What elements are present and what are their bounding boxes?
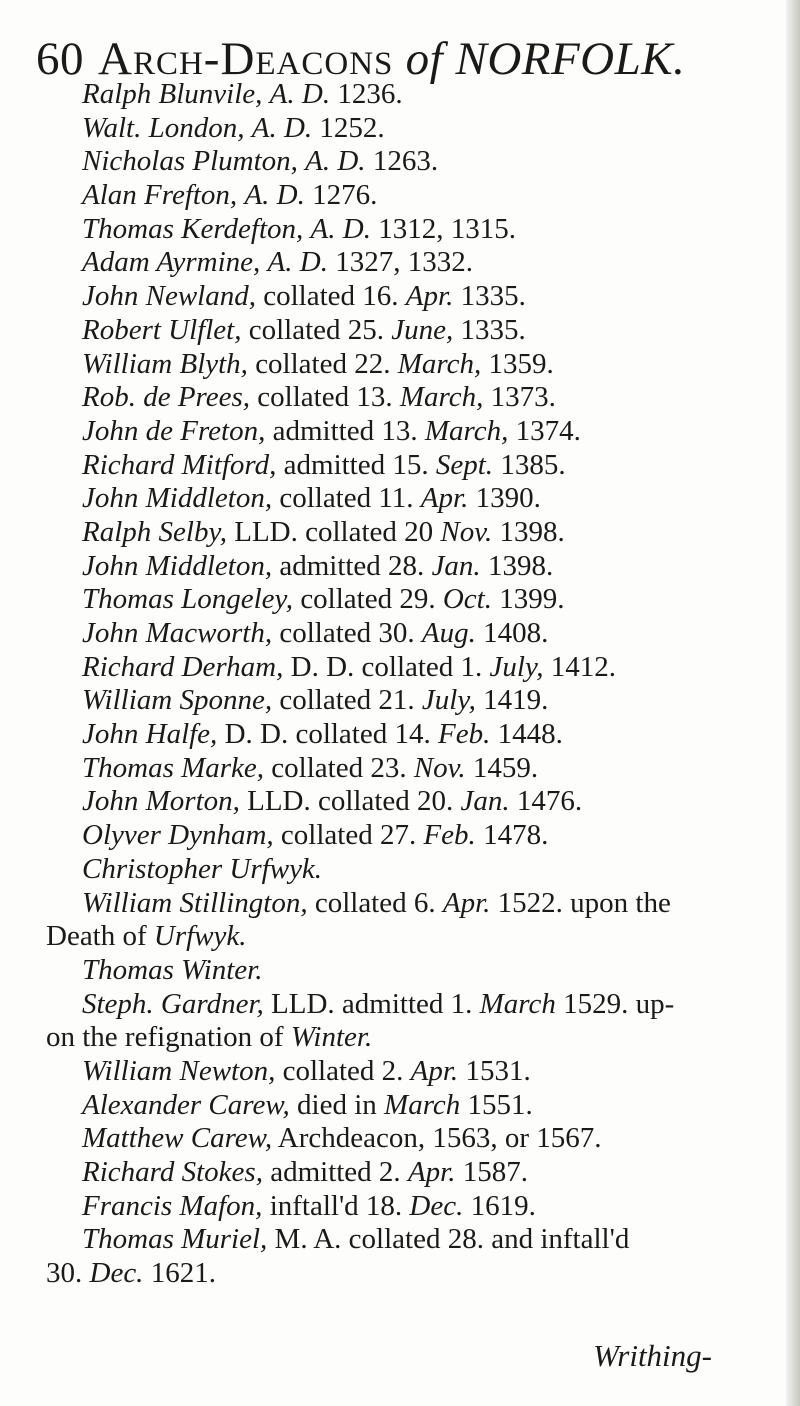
entry-text: collated 27.	[273, 819, 424, 852]
entry-line	[46, 583, 782, 617]
entry-line	[46, 1156, 782, 1190]
entry-name: John Halfe,	[82, 718, 218, 751]
entry-line	[46, 988, 782, 1022]
entry-rest: 1412.	[543, 650, 616, 683]
entry-line	[46, 1089, 782, 1123]
entry-text: collated 2.	[275, 1054, 411, 1087]
entry-line	[46, 145, 782, 179]
entry-text: collated 22.	[247, 347, 398, 380]
entry-text: D. D. collated 14.	[217, 718, 438, 751]
entry-name: William Stillington,	[82, 886, 308, 919]
entry-line	[46, 112, 782, 146]
entry-rest: 1398.	[480, 549, 554, 582]
entry-name: Richard Stokes,	[82, 1156, 263, 1188]
entry-rest: 1276.	[304, 179, 378, 212]
entry-text: died in	[289, 1088, 385, 1121]
entry-title: A. D.	[269, 78, 331, 110]
entry-rest: 1327, 1332.	[327, 246, 473, 279]
entry-date-word: Apr.	[405, 280, 454, 313]
entry-line	[46, 819, 782, 853]
entry-line	[46, 314, 782, 348]
entry-line	[46, 785, 782, 819]
entry-text: LLD. collated 20.	[239, 785, 461, 818]
entry-name: Thomas Longeley,	[82, 583, 294, 616]
entry-text: inftall'd 18.	[262, 1189, 410, 1222]
entry-line	[46, 482, 782, 516]
entry-rest: 1335.	[453, 313, 526, 346]
entry-line	[46, 381, 782, 415]
entry-name: John Macworth,	[82, 617, 273, 649]
entry-text: admitted 2.	[262, 1156, 408, 1188]
catchword: Writhing-	[593, 1338, 712, 1373]
entry-rest: 1476.	[509, 785, 583, 818]
entry-name: Nicholas Plumton,	[82, 145, 298, 178]
header-title: Arch-Deacons	[98, 33, 394, 85]
entry-rest: 1478.	[475, 819, 549, 852]
entry-name: Christopher Urfwyk.	[82, 852, 323, 885]
entry-line	[46, 213, 782, 247]
entry-text: admitted 13.	[265, 414, 425, 447]
header-county: NORFOLK.	[455, 33, 686, 85]
entry-rest: 1399.	[491, 583, 565, 616]
entry-continuation-line	[46, 1257, 782, 1291]
entry-date-word: March	[479, 987, 556, 1020]
entry-date-word: Aug.	[421, 617, 476, 649]
entry-rest: 1531.	[458, 1054, 531, 1087]
entry-name: William Newton,	[82, 1054, 276, 1087]
entry-text: collated 6.	[307, 886, 443, 919]
entry-date-word: Dec.	[409, 1189, 464, 1222]
entry-name: Richard Mitford,	[82, 448, 277, 481]
entry-date-word: March	[384, 1088, 461, 1121]
entry-line	[46, 449, 782, 483]
entry-text: admitted 28.	[272, 549, 432, 582]
entry-title: A. D.	[244, 179, 305, 212]
entry-name: Rob. de Prees,	[82, 381, 251, 414]
entry-name: Alexander Carew,	[82, 1088, 290, 1121]
entry-rest: 1459.	[465, 751, 539, 784]
entry-name: Steph. Gardner,	[82, 987, 264, 1020]
entry-text: M. A. collated 28. and inftall'd	[267, 1223, 630, 1256]
entry-line	[46, 78, 782, 112]
page-edge-shadow	[786, 0, 800, 1406]
entry-line	[46, 1122, 782, 1156]
entry-line	[46, 1055, 782, 1089]
entry-name: Ralph Blunvile,	[82, 78, 263, 110]
entry-rest: 1236.	[330, 78, 403, 110]
entry-text: LLD. collated 20	[226, 515, 441, 548]
entry-title: A. D.	[267, 246, 328, 279]
entry-rest: 1408.	[475, 617, 549, 649]
entry-rest: 1529. up-	[555, 987, 675, 1020]
entry-date-word: Sept.	[435, 448, 494, 481]
entry-rest: 1448.	[490, 718, 563, 751]
entry-name: Robert Ulflet,	[82, 313, 242, 346]
entry-text: collated 25.	[241, 313, 392, 346]
entry-continuation-line	[46, 920, 782, 954]
entry-line	[46, 718, 782, 752]
entry-date-word: July,	[489, 650, 544, 683]
entry-rest: 1359.	[481, 347, 554, 380]
entry-rest: 1390.	[468, 482, 541, 515]
entry-line	[46, 246, 782, 280]
entry-name: Thomas Kerdefton,	[82, 212, 304, 245]
entry-name: William Sponne,	[82, 684, 273, 717]
archdeacon-list	[46, 78, 782, 1291]
entry-text: collated 16.	[256, 280, 406, 313]
entry-continuation-line	[46, 1021, 782, 1055]
entry-line	[46, 1190, 782, 1224]
entry-date-word: March,	[424, 414, 509, 447]
entry-line	[46, 887, 782, 921]
entry-rest: 1312, 1315.	[370, 212, 516, 245]
entry-text: collated 13.	[250, 381, 400, 414]
entry-rest: 1263.	[365, 145, 439, 178]
page-number: 60	[36, 33, 84, 85]
entry-rest: 1373.	[483, 381, 556, 414]
entry-date-word: Apr.	[420, 482, 469, 515]
entry-name: Thomas Muriel,	[82, 1223, 268, 1256]
entry-date-word: Nov.	[440, 515, 493, 548]
entry-line	[46, 550, 782, 584]
entry-date-word: Jan.	[431, 549, 481, 582]
entry-date-word: Dec.	[89, 1257, 144, 1290]
header-of: of	[405, 33, 444, 85]
entry-name: John Middleton,	[82, 482, 273, 515]
entry-text: collated 21.	[272, 684, 422, 717]
entry-date-word: Oct.	[442, 583, 492, 616]
entry-name: William Blyth,	[82, 347, 248, 380]
entry-rest: 1551.	[460, 1088, 533, 1121]
entry-line	[46, 651, 782, 685]
entry-date-word: Apr.	[410, 1054, 459, 1087]
entry-name: John Morton,	[82, 785, 240, 818]
entry-rest: 1621.	[143, 1257, 216, 1290]
entry-rest: 1587.	[455, 1156, 528, 1188]
entry-rest: 1385.	[493, 448, 566, 481]
entry-date-word: March,	[397, 347, 482, 380]
entry-text: Archdeacon, 1563, or 1567.	[272, 1122, 602, 1155]
entry-text: admitted 15.	[276, 448, 436, 481]
entry-title: A. D.	[305, 145, 366, 178]
entry-text: 30.	[46, 1257, 90, 1290]
entry-name: Adam Ayrmine,	[82, 246, 261, 279]
entry-date-word: Feb.	[423, 819, 476, 852]
entry-line	[46, 348, 782, 382]
entry-text: collated 23.	[264, 751, 414, 784]
entry-date-word: March,	[399, 381, 484, 414]
entry-date-word: June,	[391, 313, 454, 346]
entry-rest: 1619.	[463, 1189, 536, 1222]
entry-line	[46, 617, 782, 651]
entry-rest: 1252.	[312, 111, 385, 144]
entry-name: Matthew Carew,	[82, 1122, 273, 1155]
entry-name: Richard Derham,	[82, 650, 284, 683]
entry-line	[46, 853, 782, 887]
entry-name: John de Freton,	[82, 414, 266, 447]
entry-name: John Newland,	[82, 280, 256, 313]
entry-rest: 1374.	[508, 414, 581, 447]
entry-name: Thomas Marke,	[82, 751, 265, 784]
entry-date-word: Feb.	[437, 718, 491, 751]
entry-rest: 1522. upon the	[490, 886, 671, 919]
entry-line	[46, 752, 782, 786]
entry-text: D. D. collated 1.	[283, 650, 490, 683]
entry-date-word: Winter.	[290, 1021, 373, 1054]
entry-date-word: Apr.	[407, 1156, 456, 1188]
entry-name: Walt. London,	[82, 111, 245, 144]
entry-text: collated 11.	[272, 482, 421, 515]
entry-line	[46, 516, 782, 550]
entry-rest: 1419.	[475, 684, 549, 717]
entry-text: collated 30.	[272, 617, 422, 649]
entry-rest: 1398.	[492, 515, 565, 548]
entry-date-word: Apr.	[442, 886, 491, 919]
entry-line	[46, 954, 782, 988]
entry-date-word: July,	[421, 684, 476, 717]
entry-name: Francis Mafon,	[82, 1189, 263, 1222]
entry-name: Thomas Winter.	[82, 953, 263, 986]
entry-line	[46, 179, 782, 213]
entry-line	[46, 280, 782, 314]
entry-name: John Middleton,	[82, 549, 273, 582]
entry-rest: 1335.	[453, 280, 526, 313]
entry-text: Death of	[46, 920, 154, 953]
entry-line	[46, 415, 782, 449]
entry-line	[46, 1223, 782, 1257]
entry-name: Olyver Dynham,	[82, 819, 274, 852]
entry-text: LLD. admitted 1.	[263, 987, 480, 1020]
entry-line	[46, 684, 782, 718]
entry-title: A. D.	[310, 212, 371, 245]
entry-title: A. D.	[251, 111, 313, 144]
entry-date-word: Urfwyk.	[153, 920, 247, 953]
entry-name: Alan Frefton,	[82, 179, 238, 212]
entry-text: on the refignation of	[46, 1021, 291, 1054]
entry-name: Ralph Selby,	[82, 515, 227, 548]
entry-date-word: Nov.	[413, 751, 466, 784]
entry-text: collated 29.	[293, 583, 443, 616]
entry-date-word: Jan.	[460, 785, 510, 818]
